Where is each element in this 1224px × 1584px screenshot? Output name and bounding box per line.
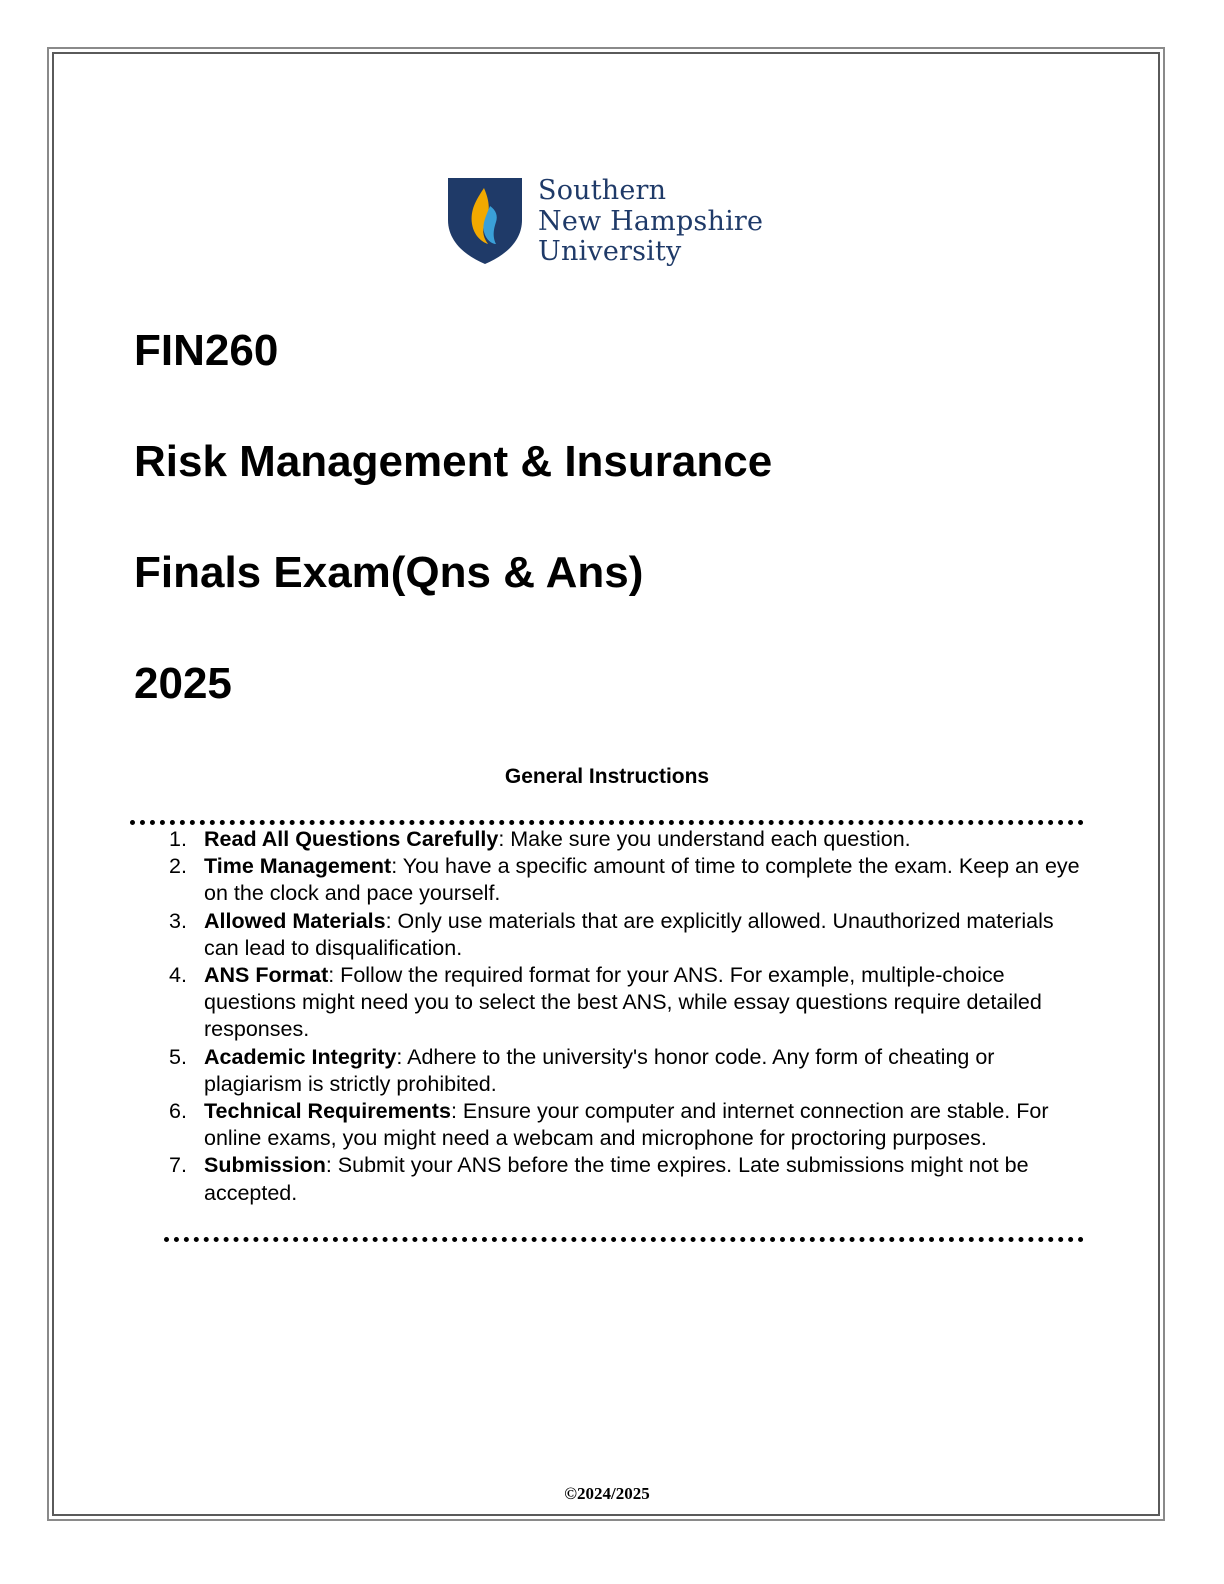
list-item [160,908,1090,962]
course-name: Risk Management & Insurance [134,437,773,486]
list-item [160,962,1090,1044]
exam-name: Finals Exam(Qns & Ans) [134,548,644,597]
list-item-text: : Adhere to the university's honor code. Any form of cheating or plagiarism is strictly prohibited. [204,1044,995,1096]
list-item-text: : Follow the required format for your ANS. For example, multiple-choice questions might need you to select the best ANS, while essay questions require detailed responses. [204,963,1042,1042]
list-item-term: Academic Integrity [204,1044,397,1069]
list-item-term: Read All Questions Carefully [204,827,499,851]
list-item-number: 5. [169,1044,187,1069]
dotted-divider-bottom [164,1237,1084,1242]
list-item [160,1152,1090,1206]
university-name-line2: New Hampshire [538,205,764,237]
list-item-text: : Submit your ANS before the time expires. Late submissions might not be accepted. [204,1153,1029,1205]
list-item-number: 6. [169,1099,187,1124]
list-item-term: Technical Requirements [204,1099,451,1124]
university-name [538,176,763,268]
university-name-line1: Southern [538,175,667,206]
dotted-divider-top [130,820,1084,825]
list-item [160,1044,1090,1098]
exam-year: 2025 [134,659,232,708]
copyright-footer: ©2024/2025 [564,1484,650,1503]
list-item-text: : Make sure you understand each question. [498,827,911,851]
list-item-number: 3. [169,908,187,933]
list-item-number: 2. [169,854,187,879]
list-item-text: : Ensure your computer and internet connection are stable. For online exams, you might need a webcam and microphone for proctoring purposes. [204,1099,1049,1151]
list-item-term: Time Management [204,854,392,879]
list-item-term: Allowed Materials [204,908,386,933]
list-item-term: ANS Format [204,963,329,988]
list-item-number: 4. [169,963,187,988]
list-item [160,853,1090,907]
list-item [160,1098,1090,1152]
list-item [160,826,1090,853]
list-item-number: 7. [169,1153,187,1178]
university-name-line3: University [538,236,682,267]
list-item-term: Submission [204,1153,326,1178]
university-logo [446,176,763,268]
list-item-number: 1. [169,827,187,851]
shield-flame-icon [446,176,524,266]
list-item-text: : You have a specific amount of time to complete the exam. Keep an eye on the clock and pace yourself. [204,854,1080,906]
instructions-list [160,826,1090,1207]
instructions-heading: General Instructions [504,765,710,788]
course-code: FIN260 [134,326,279,375]
list-item-text: : Only use materials that are explicitly allowed. Unauthorized materials can lead to disqualification. [204,908,1054,960]
